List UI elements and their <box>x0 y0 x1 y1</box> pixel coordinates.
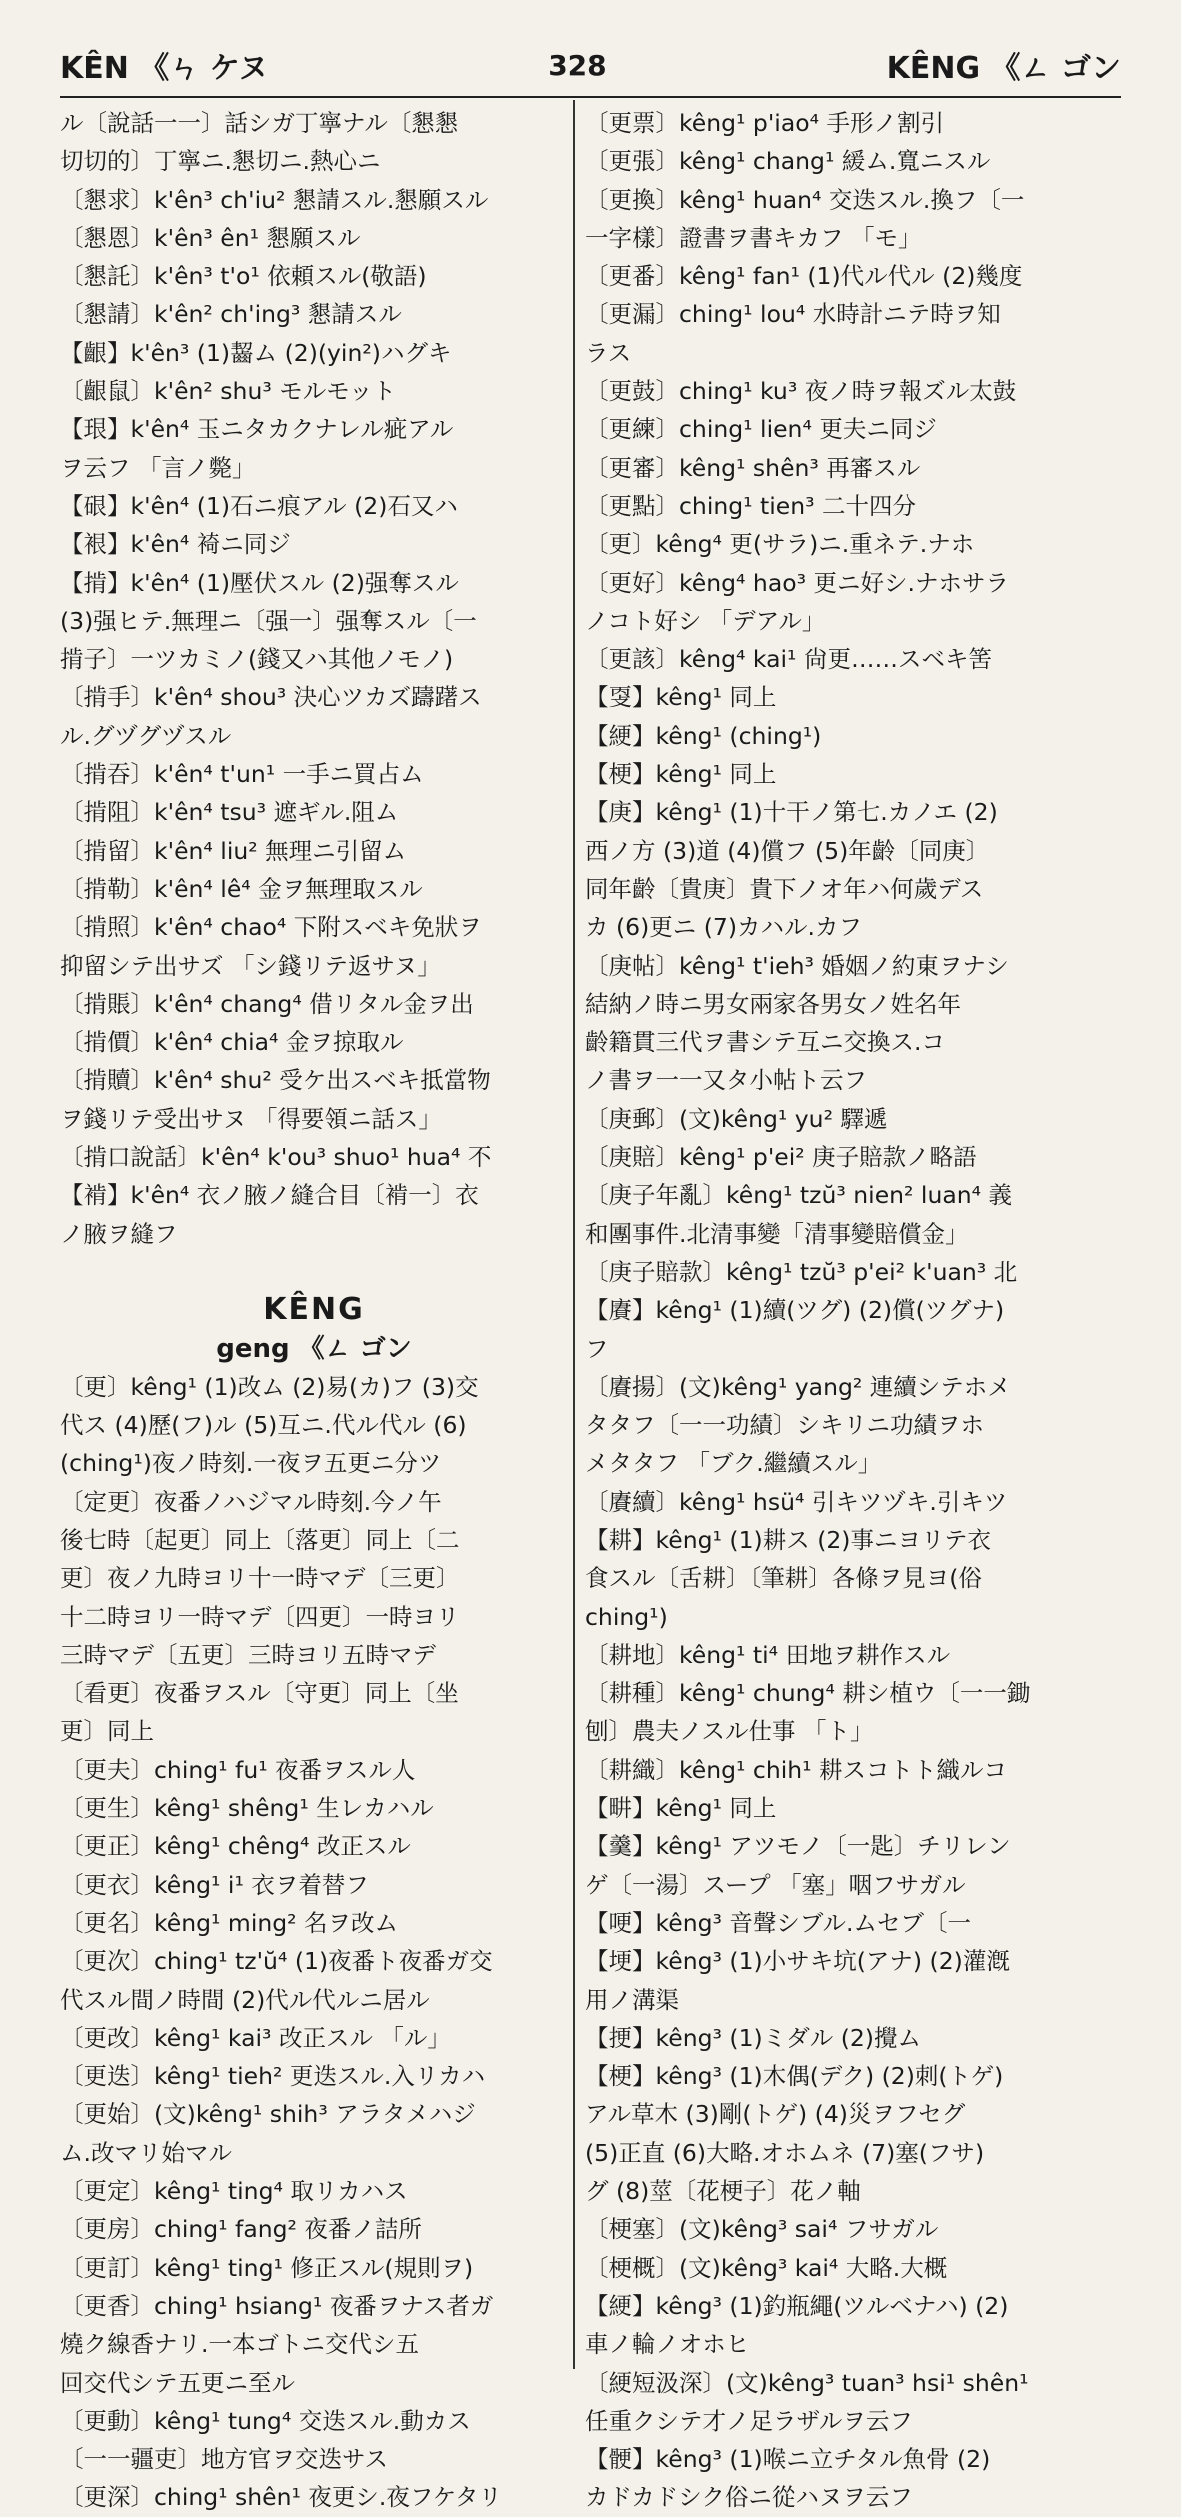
dictionary-line: 〔賡續〕kêng¹ hsü⁴ 引キツヅキ.引キツ <box>585 1487 1008 1516</box>
dictionary-line: 〔更次〕ching¹ tz'ŭ⁴ (1)夜番ト夜番ガ交 <box>60 1947 493 1976</box>
dictionary-line: 〔更迭〕kêng¹ tieh² 更迭スル.入リカハ <box>60 2062 486 2091</box>
dictionary-line: ル.グヅグヅスル <box>60 721 232 750</box>
dictionary-line: ラス <box>585 338 632 367</box>
dictionary-line: 代ス (4)歷(フ)ル (5)互ニ.代ル代ル (6) <box>60 1411 467 1440</box>
dictionary-line: 〔更名〕kêng¹ ming² 名ヲ改ム <box>60 1908 399 1937</box>
section-subheading: geng 《ㄥ ゴン <box>216 1333 412 1364</box>
dictionary-line: 〔更票〕kêng¹ p'iao⁴ 手形ノ割引 <box>585 109 945 137</box>
dictionary-line: 用ノ溝渠 <box>585 1985 679 2014</box>
dictionary-line: 後七時〔起更〕同上〔落更〕同上〔二 <box>60 1525 460 1554</box>
dictionary-line: 抑留シテ出サズ 「シ錢リテ返サヌ」 <box>60 951 441 980</box>
dictionary-line: (ching¹)夜ノ時刻.一夜ヲ五更ニ分ツ <box>60 1449 442 1478</box>
dictionary-line: 〔掯口說話〕k'ên⁴ k'ou³ shuo¹ hua⁴ 不 <box>60 1143 492 1172</box>
dictionary-line: 〔更練〕ching¹ lien⁴ 更夫ニ同ジ <box>585 415 937 444</box>
dictionary-line: 結納ノ時ニ男女兩家各男女ノ姓名年 <box>585 989 961 1018</box>
dictionary-line: (3)强ヒテ.無理ニ〔强一〕强奪スル〔一 <box>60 606 477 635</box>
dictionary-line: ノ書ヲ一一又タ小帖ト云フ <box>585 1066 867 1095</box>
dictionary-line: 和團事件.北清事變「清事變賠償金」 <box>585 1219 969 1248</box>
dictionary-line: 〔更始〕(文)kêng¹ shih³ アラタメハジ <box>60 2100 476 2129</box>
dictionary-line: アル草木 (3)剛(トゲ) (4)災ヲフセグ <box>585 2100 966 2129</box>
dictionary-line: 〔更換〕kêng¹ huan⁴ 交迭スル.換フ〔一 <box>585 185 1025 214</box>
dictionary-line: 〔庚帖〕kêng¹ t'ieh³ 婚姻ノ約東ヲナシ <box>585 951 1009 980</box>
header-left-guide-word: KÊN 《ㄣ ケヌ <box>60 51 269 86</box>
dictionary-line: 〔更夫〕ching¹ fu¹ 夜番ヲスル人 <box>60 1755 416 1784</box>
dictionary-line: 同年齡〔貴庚〕貴下ノオ年ハ何歲デス <box>585 874 984 903</box>
dictionary-line: 〔庚郵〕(文)kêng¹ yu² 驛遞 <box>585 1104 888 1133</box>
header-right-guide-word: KÊNG 《ㄥ ゴン <box>886 51 1121 86</box>
dictionary-line: 【賡】kêng¹ (1)續(ツグ) (2)償(ツグナ) <box>585 1296 1005 1325</box>
dictionary-line: 刨〕農夫ノスル仕事 「ト」 <box>585 1717 874 1746</box>
dictionary-line: 回交代シテ五更ニ至ル <box>60 2368 295 2397</box>
dictionary-line: ゲ〔一湯〕スープ 「塞」咽フサガル <box>585 1870 966 1899</box>
dictionary-line: 〔更〕kêng¹ (1)改ム (2)易(カ)フ (3)交 <box>60 1372 479 1401</box>
dictionary-line: 【齦】k'ên³ (1)齧ム (2)(yin²)ハグキ <box>60 338 452 367</box>
dictionary-line: 食スル〔舌耕〕〔筆耕〕各條ヲ見ヨ(俗 <box>585 1564 982 1593</box>
page-number: 328 <box>548 48 607 82</box>
dictionary-line: ル〔說話一一〕話シガ丁寧ナル〔懇懇 <box>60 109 459 137</box>
dictionary-line: 〔定更〕夜番ノハジマル時刻.今ノ午 <box>60 1487 442 1516</box>
dictionary-line: 〔掯價〕k'ên⁴ chia⁴ 金ヲ掠取ル <box>60 1028 404 1057</box>
dictionary-line: 車ノ輪ノオホヒ <box>585 2330 750 2359</box>
dictionary-line: 〔更該〕kêng⁴ kai¹ 尙更……スベキ筈 <box>585 645 992 674</box>
dictionary-line: 【硍】k'ên⁴ (1)石ニ痕アル (2)石又ハ <box>60 491 458 520</box>
dictionary-line: 【梗】kêng¹ 同上 <box>585 760 777 789</box>
header-rule <box>60 96 1121 98</box>
dictionary-line: 〔掯手〕k'ên⁴ shou³ 決心ツカズ躊躇ス <box>60 683 482 712</box>
dictionary-line: 十二時ヨリ一時マデ〔四更〕一時ヨリ <box>60 1602 460 1631</box>
dictionary-line: 【骾】kêng³ (1)喉ニ立チタル魚骨 (2) <box>585 2445 991 2474</box>
dictionary-line: 〔更好〕kêng⁴ hao³ 更ニ好シ.ナホサラ <box>585 568 1009 597</box>
dictionary-line: 〔更審〕kêng¹ shên³ 再審スル <box>585 453 921 482</box>
dictionary-line: 〔更正〕kêng¹ chêng⁴ 改正スル <box>60 1832 411 1861</box>
dictionary-line: 【褃】k'ên⁴ 衣ノ腋ノ縫合目〔褃一〕衣 <box>60 1181 479 1210</box>
dictionary-line: 【挭】kêng³ (1)ミダル (2)攪ム <box>585 2023 921 2052</box>
dictionary-line: 〔更鼓〕ching¹ ku³ 夜ノ時ヲ報ズル太鼓 <box>585 377 1017 406</box>
dictionary-line: 〔更〕kêng⁴ 更(サラ)ニ.重ネテ.ナホ <box>585 530 975 559</box>
dictionary-line: 【綆】kêng¹ (ching¹) <box>585 721 822 750</box>
dictionary-line: タタフ〔一一功績〕シキリニ功績ヲホ <box>585 1411 985 1440</box>
dictionary-line: 〔更訂〕kêng¹ ting¹ 修正スル(規則ヲ) <box>60 2253 474 2282</box>
dictionary-line: 〔更香〕ching¹ hsiang¹ 夜番ヲナス者ガ <box>60 2291 494 2320</box>
dictionary-line: 〔掯留〕k'ên⁴ liu² 無理ニ引留ム <box>60 836 407 865</box>
dictionary-line: ヲ錢リテ受出サヌ 「得要領ニ話ス」 <box>60 1104 442 1133</box>
dictionary-line: 【裉】k'ên⁴ 裿ニ同ジ <box>60 530 291 559</box>
dictionary-line: 〔耕織〕kêng¹ chih¹ 耕スコトト織ルコ <box>585 1755 1008 1784</box>
dictionary-line: 〔懇請〕k'ên² ch'ing³ 懇請スル <box>60 300 402 329</box>
dictionary-line: ヲ云フ 「言ノ斃」 <box>60 453 256 482</box>
dictionary-line: 齡籍貫三代ヲ書シテ互ニ交換ス.コ <box>585 1028 945 1057</box>
dictionary-line: 【哽】kêng³ 音聲シブル.ムセブ〔一 <box>585 1908 971 1937</box>
dictionary-line: 三時マデ〔五更〕三時ヨリ五時マデ <box>60 1640 436 1669</box>
dictionary-line: 〔耕種〕kêng¹ chung⁴ 耕シ植ウ〔一一鋤 <box>585 1679 1031 1708</box>
dictionary-line: 【埂】kêng³ (1)小サキ坑(アナ) (2)灌漑 <box>585 1947 1010 1976</box>
dictionary-line: ノ腋ヲ縫フ <box>60 1219 178 1248</box>
column-divider <box>573 100 575 2369</box>
dictionary-line: 〔庚賠〕kêng¹ p'ei² 庚子賠款ノ略語 <box>585 1143 977 1172</box>
dictionary-line: 〔更衣〕kêng¹ i¹ 衣ヲ着替フ <box>60 1870 369 1899</box>
dictionary-line: 更〕夜ノ九時ヨリ十一時マデ〔三更〕 <box>60 1564 460 1593</box>
dictionary-line: メタタフ 「ブク.繼續スル」 <box>585 1449 882 1478</box>
dictionary-line: 〔懇求〕k'ên³ ch'iu² 懇請スル.懇願スル <box>60 185 489 214</box>
dictionary-line: 〔一一疆吏〕地方官ヲ交迭サス <box>60 2445 389 2474</box>
dictionary-line: 〔更房〕ching¹ fang² 夜番ノ詰所 <box>60 2215 422 2244</box>
dictionary-line: 【掯】k'ên⁴ (1)壓伏スル (2)强奪スル <box>60 568 459 597</box>
dictionary-line <box>60 1253 568 1291</box>
right-column <box>585 104 1093 2512</box>
dictionary-line: 更〕同上 <box>60 1717 154 1746</box>
dictionary-line: ching¹) <box>585 1602 668 1631</box>
dictionary-line: 〔掯賬〕k'ên⁴ chang⁴ 借リタル金ヲ出 <box>60 989 474 1018</box>
dictionary-line: 〔掯贖〕k'ên⁴ shu² 受ケ出スベキ抵當物 <box>60 1066 491 1095</box>
left-column <box>60 104 568 2512</box>
dictionary-line: 掯子〕一ツカミノ(錢又ハ其他ノモノ) <box>60 645 454 674</box>
dictionary-line: 切切的〕丁寧ニ.懇切ニ.熱心ニ <box>60 147 381 176</box>
dictionary-line: 〔更深〕ching¹ shên¹ 夜更シ.夜フケタリ <box>60 2483 503 2512</box>
dictionary-line: 〔更動〕kêng¹ tung⁴ 交迭スル.動カス <box>60 2406 471 2435</box>
dictionary-line: 〔掯阻〕k'ên⁴ tsu³ 遮ギル.阻ム <box>60 798 399 827</box>
dictionary-line: 【㪅】kêng¹ 同上 <box>585 683 777 712</box>
dictionary-line: グ (8)莖〔花梗子〕花ノ軸 <box>585 2177 861 2206</box>
dictionary-line: 〔更張〕kêng¹ chang¹ 緩ム.寬ニスル <box>585 147 991 176</box>
dictionary-line: 〔綆短汲深〕(文)kêng³ tuan³ hsi¹ shên¹ <box>585 2368 1029 2397</box>
dictionary-line: 【珢】k'ên⁴ 玉ニタカクナレル疵アル <box>60 415 454 444</box>
dictionary-line: (5)正直 (6)大略.オホムネ (7)塞(フサ) <box>585 2138 985 2167</box>
dictionary-line: 任重クシテ才ノ足ラザルヲ云フ <box>585 2406 913 2435</box>
dictionary-line: 〔齦鼠〕k'ên² shu³ モルモット <box>60 377 397 406</box>
dictionary-line: 【綆】kêng³ (1)釣瓶繩(ツルベナハ) (2) <box>585 2291 1009 2320</box>
dictionary-line: 〔更番〕kêng¹ fan¹ (1)代ル代ル (2)幾度 <box>585 262 1023 291</box>
dictionary-line: 〔懇恩〕k'ên³ ên¹ 懇願スル <box>60 223 361 252</box>
dictionary-line: フ <box>585 1334 609 1363</box>
dictionary-line: 【畊】kêng¹ 同上 <box>585 1794 777 1823</box>
dictionary-line: 〔懇託〕k'ên³ t'o¹ 依頼スル(敬語) <box>60 262 427 291</box>
dictionary-line: 代スル間ノ時間 (2)代ル代ルニ居ル <box>60 1985 430 2014</box>
dictionary-line: カドカドシク俗ニ從ハヌヲ云フ <box>585 2483 913 2512</box>
dictionary-line: 〔耕地〕kêng¹ ti⁴ 田地ヲ耕作スル <box>585 1640 951 1669</box>
dictionary-line: 〔庚子賠款〕kêng¹ tzŭ³ p'ei² k'uan³ 北 <box>585 1257 1018 1286</box>
dictionary-line: 〔更漏〕ching¹ lou⁴ 水時計ニテ時ヲ知 <box>585 300 1001 329</box>
dictionary-line: 一字樣〕證書ヲ書キカフ 「モ」 <box>585 223 922 252</box>
dictionary-line: 【庚】kêng¹ (1)十干ノ第七.カノエ (2) <box>585 798 998 827</box>
dictionary-line: 【羹】kêng¹ アツモノ〔一匙〕チリレン <box>585 1832 1011 1861</box>
dictionary-line: 〔掯照〕k'ên⁴ chao⁴ 下附スベキ免狀ヲ <box>60 913 482 942</box>
dictionary-line: 【梗】kêng³ (1)木偶(デク) (2)刺(トゲ) <box>585 2062 1004 2091</box>
dictionary-line: 〔庚子年亂〕kêng¹ tzŭ³ nien² luan⁴ 義 <box>585 1181 1013 1210</box>
dictionary-line: 〔看更〕夜番ヲスル〔守更〕同上〔坐 <box>60 1679 459 1708</box>
dictionary-line: 〔更生〕kêng¹ shêng¹ 生レカハル <box>60 1794 434 1823</box>
dictionary-line: カ (6)更ニ (7)カハル.カフ <box>585 913 862 942</box>
dictionary-line: 〔賡揚〕(文)kêng¹ yang² 連續シテホメ <box>585 1372 1011 1401</box>
dictionary-line: 〔更改〕kêng¹ kai³ 改正スル 「ル」 <box>60 2023 451 2052</box>
dictionary-line: 〔梗塞〕(文)kêng³ sai⁴ フサガル <box>585 2215 939 2244</box>
dictionary-line: ノコト好シ 「デアル」 <box>585 606 826 635</box>
dictionary-line: 燒ク線香ナリ.一本ゴトニ交代シ五 <box>60 2330 420 2359</box>
dictionary-line: 〔梗概〕(文)kêng³ kai⁴ 大略.大概 <box>585 2253 948 2282</box>
dictionary-line: 〔更定〕kêng¹ ting⁴ 取リカハス <box>60 2177 408 2206</box>
section-heading: KÊNG <box>263 1292 365 1328</box>
dictionary-line: ム.改マリ始マル <box>60 2138 232 2167</box>
page-header <box>60 40 1121 90</box>
dictionary-line: 〔掯吞〕k'ên⁴ t'un¹ 一手ニ買占ム <box>60 760 424 789</box>
dictionary-line: 〔更點〕ching¹ tien³ 二十四分 <box>585 491 917 520</box>
dictionary-line: 西ノ方 (3)道 (4)償フ (5)年齡〔同庚〕 <box>585 836 990 865</box>
dictionary-line: 【耕】kêng¹ (1)耕ス (2)事ニヨリテ衣 <box>585 1525 992 1554</box>
dictionary-line: 〔掯勒〕k'ên⁴ lê⁴ 金ヲ無理取スル <box>60 874 423 903</box>
